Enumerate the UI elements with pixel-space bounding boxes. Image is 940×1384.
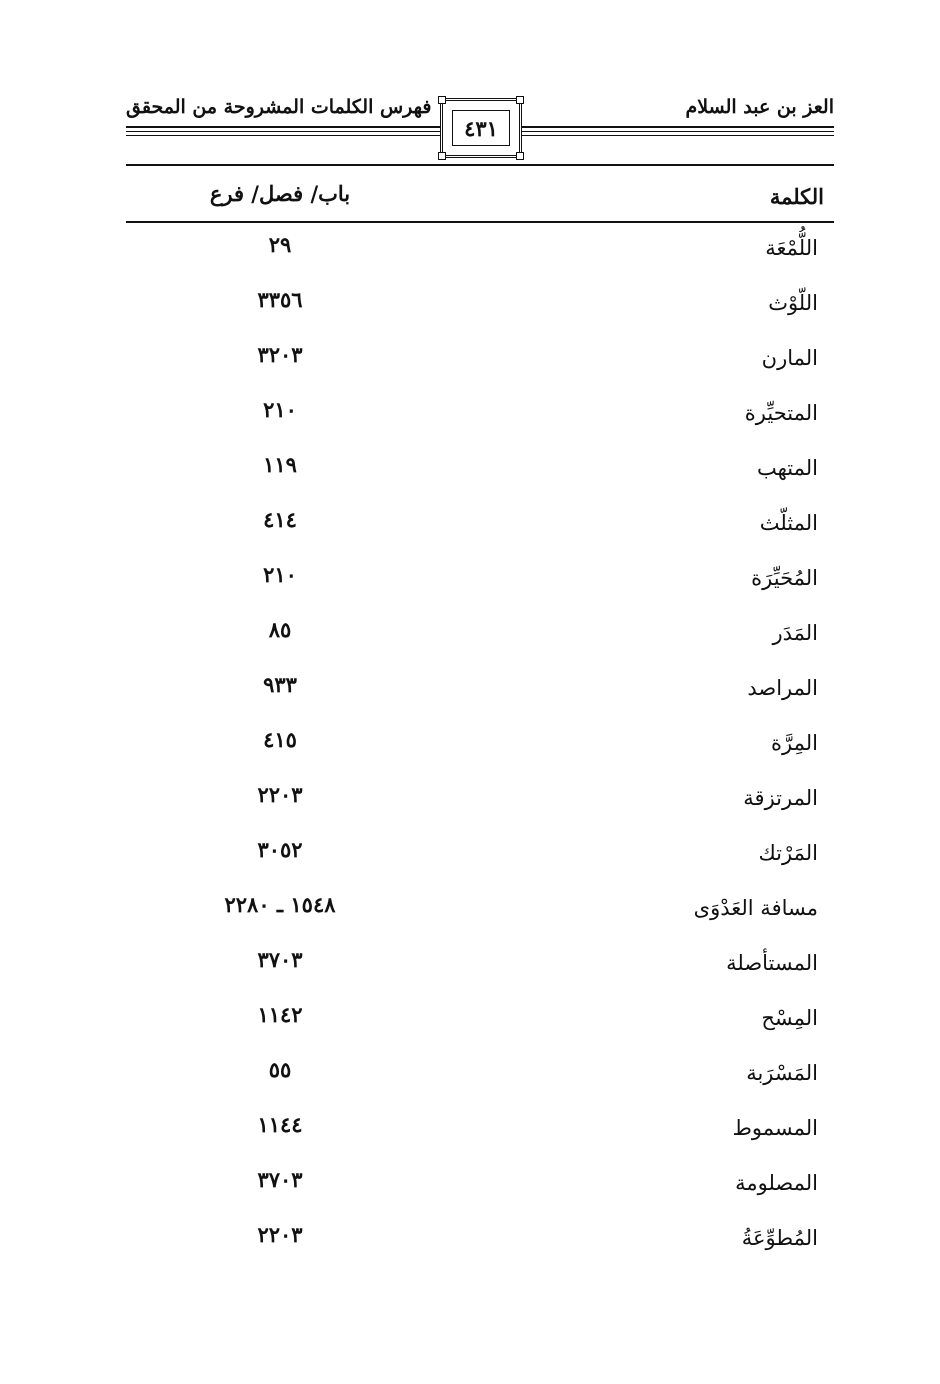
entry-reference: ٣٧٠٣ bbox=[257, 947, 303, 972]
entry-reference: ١١٩ bbox=[263, 452, 297, 477]
column-header-reference: باب/ فصل/ فرع bbox=[209, 181, 351, 206]
frame-ornament bbox=[438, 96, 446, 104]
entry-word: اللُّمْعَة bbox=[765, 236, 818, 260]
entry-word: المَسْرَبة bbox=[746, 1061, 818, 1085]
frame-ornament bbox=[516, 152, 524, 160]
frame-ornament bbox=[516, 96, 524, 104]
table-row bbox=[126, 888, 834, 943]
entry-word: المرتزقة bbox=[743, 786, 818, 810]
entry-reference: ٢٩ bbox=[268, 232, 292, 257]
table-row bbox=[126, 1218, 834, 1273]
page-number-frame bbox=[440, 98, 522, 158]
table-row bbox=[126, 228, 834, 283]
table-row bbox=[126, 448, 834, 503]
entry-word: المُحَيِّرَة bbox=[751, 566, 818, 590]
entry-reference: ٣٣٥٦ bbox=[257, 287, 303, 312]
table-row bbox=[126, 943, 834, 998]
entry-word: اللّوْث bbox=[768, 291, 818, 315]
entry-word: المراصد bbox=[747, 676, 818, 700]
table-row bbox=[126, 1163, 834, 1218]
entry-reference: ١١٤٢ bbox=[257, 1002, 303, 1027]
entry-word: مسافة العَدْوَى bbox=[693, 896, 818, 920]
entry-word: المارن bbox=[761, 346, 818, 370]
column-header-word: الكلمة bbox=[769, 184, 824, 209]
frame-ornament bbox=[438, 152, 446, 160]
table-row bbox=[126, 503, 834, 558]
entry-word: المِسْح bbox=[761, 1006, 818, 1030]
entry-word: المتهب bbox=[756, 456, 818, 480]
entry-reference: ١٥٤٨ ـ ٢٢٨٠ bbox=[224, 892, 336, 917]
table-row bbox=[126, 833, 834, 888]
entry-word: المستأصلة bbox=[726, 951, 818, 975]
running-header-section: فهرس الكلمات المشروحة من المحقق bbox=[126, 96, 432, 118]
table-row bbox=[126, 723, 834, 778]
entry-word: المُطوِّعَةُ bbox=[741, 1226, 818, 1250]
entry-reference: ٢١٠ bbox=[263, 562, 297, 587]
table-row bbox=[126, 668, 834, 723]
table-row bbox=[126, 393, 834, 448]
entry-reference: ٢٢٠٣ bbox=[257, 1222, 303, 1247]
page-number: ٤٣١ bbox=[452, 110, 510, 146]
entry-word: المسموط bbox=[732, 1116, 818, 1140]
table-row bbox=[126, 613, 834, 668]
entry-reference: ٢١٠ bbox=[263, 397, 297, 422]
entry-reference: ٣٠٥٢ bbox=[257, 837, 303, 862]
entry-word: المتحيِّرة bbox=[744, 401, 818, 425]
entry-reference: ٤١٤ bbox=[263, 507, 297, 532]
entry-word: المَدَر bbox=[772, 621, 818, 645]
entry-reference: ٩٣٣ bbox=[263, 672, 297, 697]
entry-reference: ٨٥ bbox=[268, 617, 292, 642]
table-top-rule bbox=[126, 164, 834, 166]
entry-word: المثلّث bbox=[759, 511, 818, 535]
table-row bbox=[126, 338, 834, 393]
index-table-body bbox=[126, 228, 834, 1273]
table-row bbox=[126, 283, 834, 338]
running-header-author: العز بن عبد السلام bbox=[685, 96, 834, 118]
table-header-rule bbox=[126, 221, 834, 223]
table-row bbox=[126, 1108, 834, 1163]
entry-word: المصلومة bbox=[735, 1171, 818, 1195]
entry-reference: ٤١٥ bbox=[263, 727, 297, 752]
entry-reference: ٢٢٠٣ bbox=[257, 782, 303, 807]
table-row bbox=[126, 778, 834, 833]
table-row bbox=[126, 998, 834, 1053]
entry-word: المِرَّة bbox=[771, 731, 818, 755]
entry-reference: ٥٥ bbox=[268, 1057, 292, 1082]
entry-reference: ٣٧٠٣ bbox=[257, 1167, 303, 1192]
entry-reference: ١١٤٤ bbox=[257, 1112, 303, 1137]
table-row bbox=[126, 558, 834, 613]
entry-word: المَرْتك bbox=[758, 841, 818, 865]
entry-reference: ٣٢٠٣ bbox=[257, 342, 303, 367]
table-row bbox=[126, 1053, 834, 1108]
